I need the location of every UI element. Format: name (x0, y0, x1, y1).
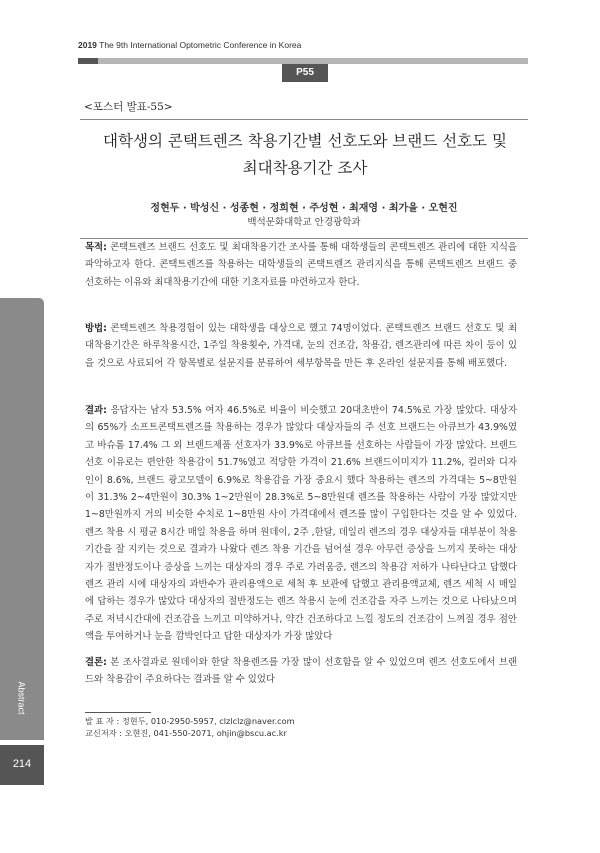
purpose-text: 콘택트렌즈 브랜드 선호도 및 최대착용기간 조사를 통해 대학생들의 콘택트렌즈 관리에 대한 지식을 파악하고자 한다. 콘택트렌즈를 착용하는 대학생들의 콘택트렌즈 관리지식을 통해 콘택트렌즈 브랜드 중 선호하는 이유와 최대착용기간에 대한 기초자료를 마련하고자 한다. (85, 242, 517, 288)
header-conference: The 9th International Optometric Conference in Korea (99, 40, 302, 50)
purpose-heading: 목적: (85, 242, 107, 253)
page-number: 214 (12, 758, 32, 770)
purpose-section (85, 239, 517, 291)
side-tab-label: Abstract (16, 681, 27, 715)
method-text: 콘택트렌즈 착용경험이 있는 대학생을 대상으로 했고 74명이었다. 콘택트렌즈 브랜드 선호도 및 최대착용기간은 하루착용시간, 1주일 착용횟수, 가격대, 눈의 건조감, 착용감, 렌즈관리에 따른 차이 등이 있을 것으로 사료되어 각 항목별로 설문지를 분류하여 세부항목을 만든 후 온라인 설문지를 통해 배포했다. (85, 323, 518, 369)
side-tab-label-wrap (0, 668, 44, 728)
results-text: 응답자는 남자 53.5% 여자 46.5%로 비율이 비슷했고 20대초반이 74.5%로 가장 많았다. 대상자의 65%가 소프트콘택트렌즈를 착용하는 경우가 많았다 대상자들의 주 선호 브랜드는 아큐브가 43.9%였고 바슈롬 17.4% 그 외 브랜드제품 선호자가 33.9%로 아큐브를 선호하는 사람들이 가장 많았다. 브랜드선호 이유로는 편안한 착용감이 51.7%였고 적당한 가격이 21.6% 브랜드이미지가 11.2%, 컬러와 디자인이 8.6%, 브랜드 광고모델이 6.9%로 착용감을 가장 중요시 했다 착용하는 렌즈의 가격대는 5~8만원이 31.3% 2~4만원이 30.3% 1~2만원이 28.3%로 5~8만원대 렌즈를 착용하는 사람이 가장 많았지만 1~8만원까지 거의 비슷한 수치로 1~8만원 사이 가격대에서 렌즈를 많이 구입한다는 것을 알 수 있었다. 렌즈 착용 시 평균 8시간 매일 착용을 하며 원데이, 2주 ,한달, 데일리 렌즈의 경우 대상자들 대부분이 착용기간을 잘 지키는 것으로 결과가 나왔다 렌즈 착용 기간을 넘어설 경우 아무런 증상을 느끼지 못하는 대상자가 절반정도이나 증상을 느끼는 대상자의 경우 주로 가려움증, 렌즈의 착용감 저하가 나타난다고 답했다 렌즈 관리 시에 대상자의 과반수가 관리용액으로 세척 후 보관에 답했고 관리용액교체, 렌즈 세척 시 매일에 답하는 경우가 많았다 대상자의 절반정도는 렌즈 착용시 눈에 건조감을 자주 느끼는 것으로 나타났으며 주로 저녁시간대에 건조감을 느끼고 미약하거나, 약간 건조하다고 느낄 정도의 건조감이 느껴질 경우 점안액을 투여하거나 눈을 깜박인다고 답한 대상자가 가장 많았다 (85, 405, 518, 643)
conclusion-section (85, 654, 517, 689)
presenter-footnote: 발 표 자 : 정현두, 010-2950-5957, clzlclz@naver.com (85, 716, 295, 726)
paper-title: 대학생의 콘택트렌즈 착용기간별 선호도와 브랜드 선호도 및 최대착용기간 조사 (103, 132, 507, 177)
header-bar-accent (78, 58, 98, 64)
author-list: 정현두 · 박성신 · 성종현 · 정희현 · 주성현 · 최재영 · 최가을 · 오현진 (150, 203, 458, 214)
conference-header (78, 40, 558, 50)
conclusion-text: 본 조사결과로 원데이와 한달 착용렌즈를 가장 많이 선호함을 알 수 있었으며 렌즈 선호도에서 브랜드와 착용감이 주요하다는 결과를 알 수 있었다 (85, 657, 517, 686)
method-section (85, 320, 517, 372)
conclusion-heading: 결론: (85, 657, 107, 668)
results-heading: 결과: (85, 405, 107, 416)
results-section (85, 402, 517, 646)
method-heading: 방법: (85, 323, 107, 334)
affiliation: 백석문화대학교 안경광학과 (247, 217, 361, 228)
poster-badge: P55 (282, 64, 328, 82)
corresponding-footnote: 교신저자 : 오현진, 041-550-2071, ohjin@bscu.ac.kr (85, 728, 287, 738)
footnote-divider (85, 712, 151, 713)
poster-label: <포스터 발표-55> (84, 101, 173, 113)
header-year: 2019 (78, 40, 97, 50)
